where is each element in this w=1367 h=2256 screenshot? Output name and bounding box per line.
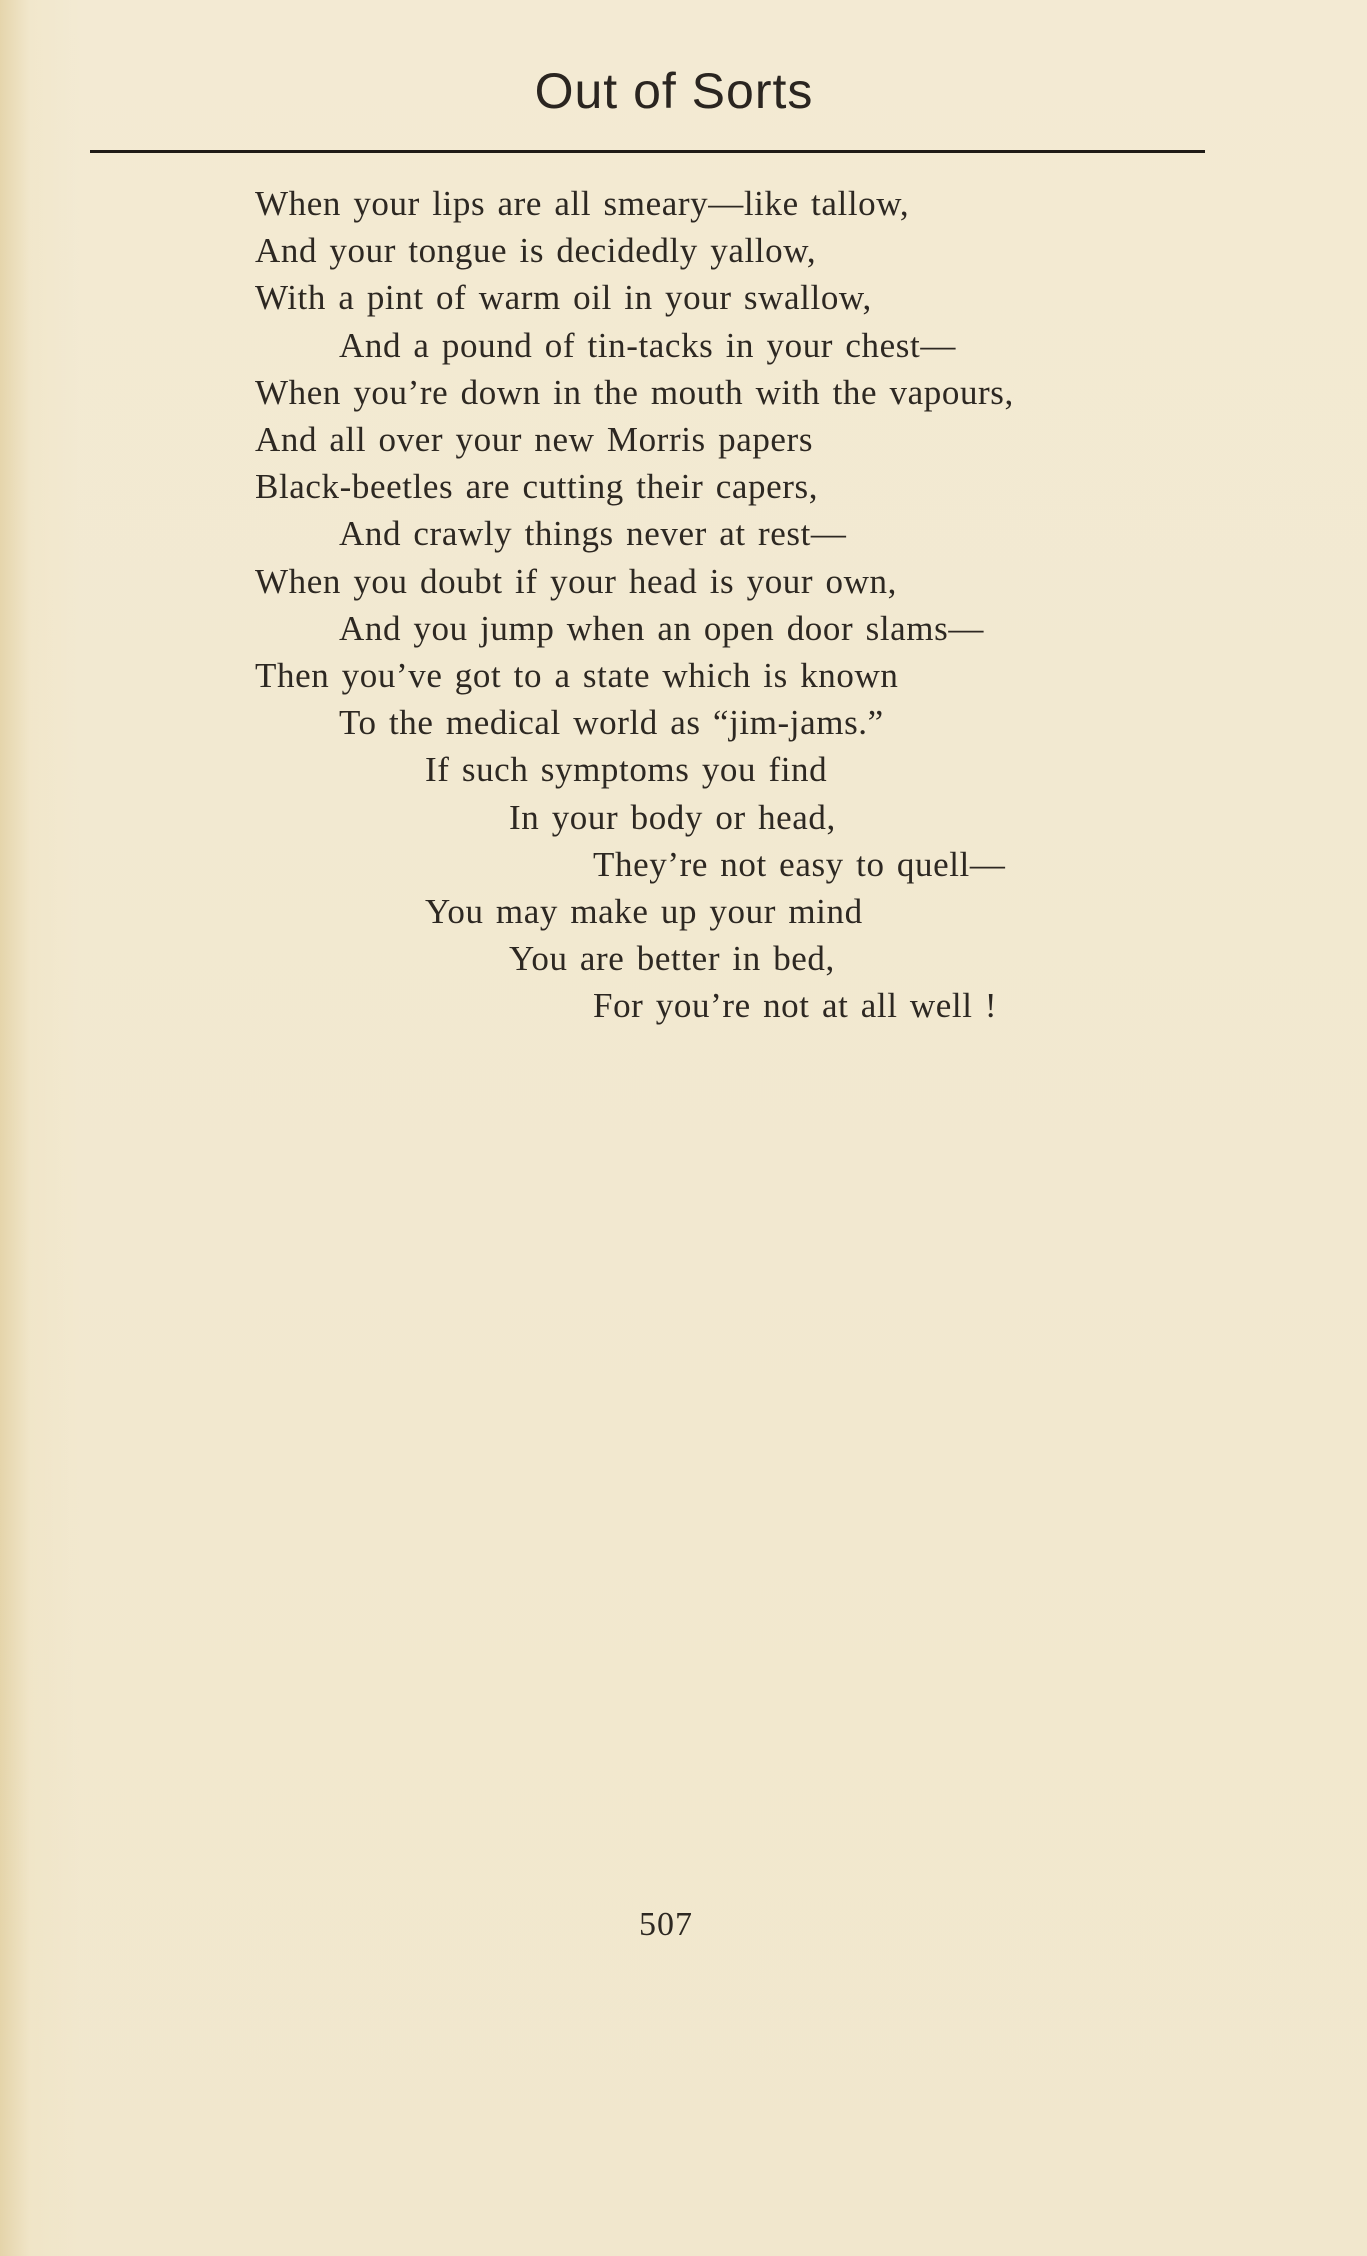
poem-line: In your body or head,	[509, 797, 836, 837]
poem-line: When your lips are all smeary—like tallow,	[255, 184, 910, 223]
poem-line: Black-beetles are cutting their capers,	[255, 467, 819, 507]
poem-line: Then you’ve got to a state which is known	[255, 656, 899, 696]
poem-line: You are better in bed,	[509, 939, 835, 979]
header-rule	[90, 150, 1205, 153]
poem-line: And a pound of tin-tacks in your chest—	[339, 325, 956, 365]
poem-line: With a pint of warm oil in your swallow,	[255, 278, 872, 318]
poem-line: They’re not easy to quell—	[593, 844, 1006, 884]
poem-line: And crawly things never at rest—	[339, 514, 847, 554]
poem-line: For you’re not at all well !	[593, 986, 998, 1026]
poem-line: And you jump when an open door slams—	[339, 608, 984, 648]
poem-line: If such symptoms you find	[425, 750, 828, 790]
poem-line: You may make up your mind	[425, 892, 863, 932]
poem-line: When you doubt if your head is your own,	[255, 561, 897, 601]
poem-line: When you’re down in the mouth with the vapours,	[255, 372, 1014, 412]
poem-line: To the medical world as “jim-jams.”	[339, 703, 884, 743]
poem-line: And your tongue is decidedly yallow,	[255, 231, 817, 271]
page-number: 507	[639, 1906, 693, 1943]
running-head: Out of Sorts	[534, 63, 814, 119]
poem	[255, 180, 1255, 1030]
poem-line: And all over your new Morris papers	[255, 420, 814, 460]
